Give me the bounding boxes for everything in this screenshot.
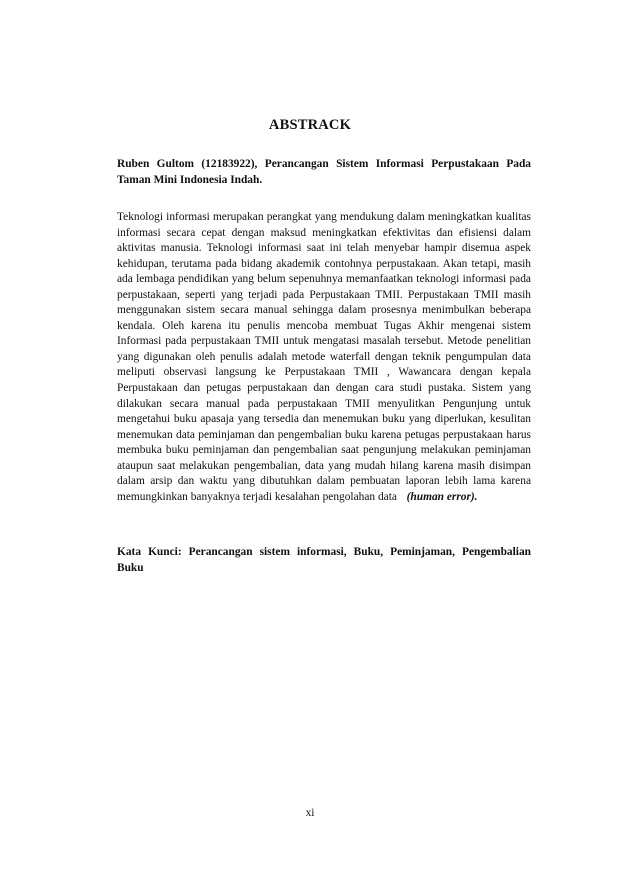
abstract-paragraph [117, 210, 531, 505]
page-number: xi [305, 807, 315, 819]
abstract-emphasis: (human error). [406, 490, 478, 503]
abstract-text: Teknologi informasi merupakan perangkat yang mendukung dalam meningkatkan kualitas informasi secara cepat dengan maksud meningkatkan efektivitas dan efisiensi dalam aktivitas manusia. Teknologi informasi saat ini telah menyebar hampir disemua aspek kehidupan, terutama pada bidang akademik contohnya perpustakaan. Akan tetapi, masih ada lembaga pendidikan yang belum sepenuhnya memanfaatkan teknologi informasi pada perpustakaan, seperti yang terjadi pada Perpustakaan TMII. Perpustakaan TMII masih menggunakan sistem secara manual sehingga dalam prosesnya menimbulkan beberapa kendala. Oleh karena itu penulis mencoba membuat Tugas Akhir mengenai sistem Informasi pada perpustakaan TMII untuk mengatasi masalah tersebut. Metode penelitian yang digunakan oleh penulis adalah metode waterfall dengan teknik pengumpulan data meliputi observasi langsung ke Perpustakaan TMII , Wawancara dengan kepala Perpustakaan dan petugas perpustakaan dan dengan cara studi pustaka. Sistem yang dilakukan secara manual pada perpustakaan TMII menyulitkan Pengunjung untuk mengetahui buku apasaja yang tersedia dan menemukan buku yang diperlukan, kesulitan menemukan data peminjaman dan pengembalian buku karena petugas perpustakaan harus membuka buku peminjaman dan pengembalian saat pengunjung melakukan peminjaman ataupun saat melakukan pengembalian, data yang mudah hilang karena masih disimpan dalam arsip dan waktu yang dibutuhkan dalam pembuatan laporan lebih lama karena memungkinkan banyaknya terjadi kesalahan pengolahan data [117, 211, 531, 503]
keywords-line: Kata Kunci: Perancangan sistem informasi, Buku, Peminjaman, Pengembalian Buku [117, 546, 531, 574]
author-citation: Ruben Gultom (12183922), Perancangan Sistem Informasi Perpustakaan Pada Taman Mini Indonesia Indah. [117, 158, 531, 186]
page-title: ABSTRACK [268, 117, 352, 133]
